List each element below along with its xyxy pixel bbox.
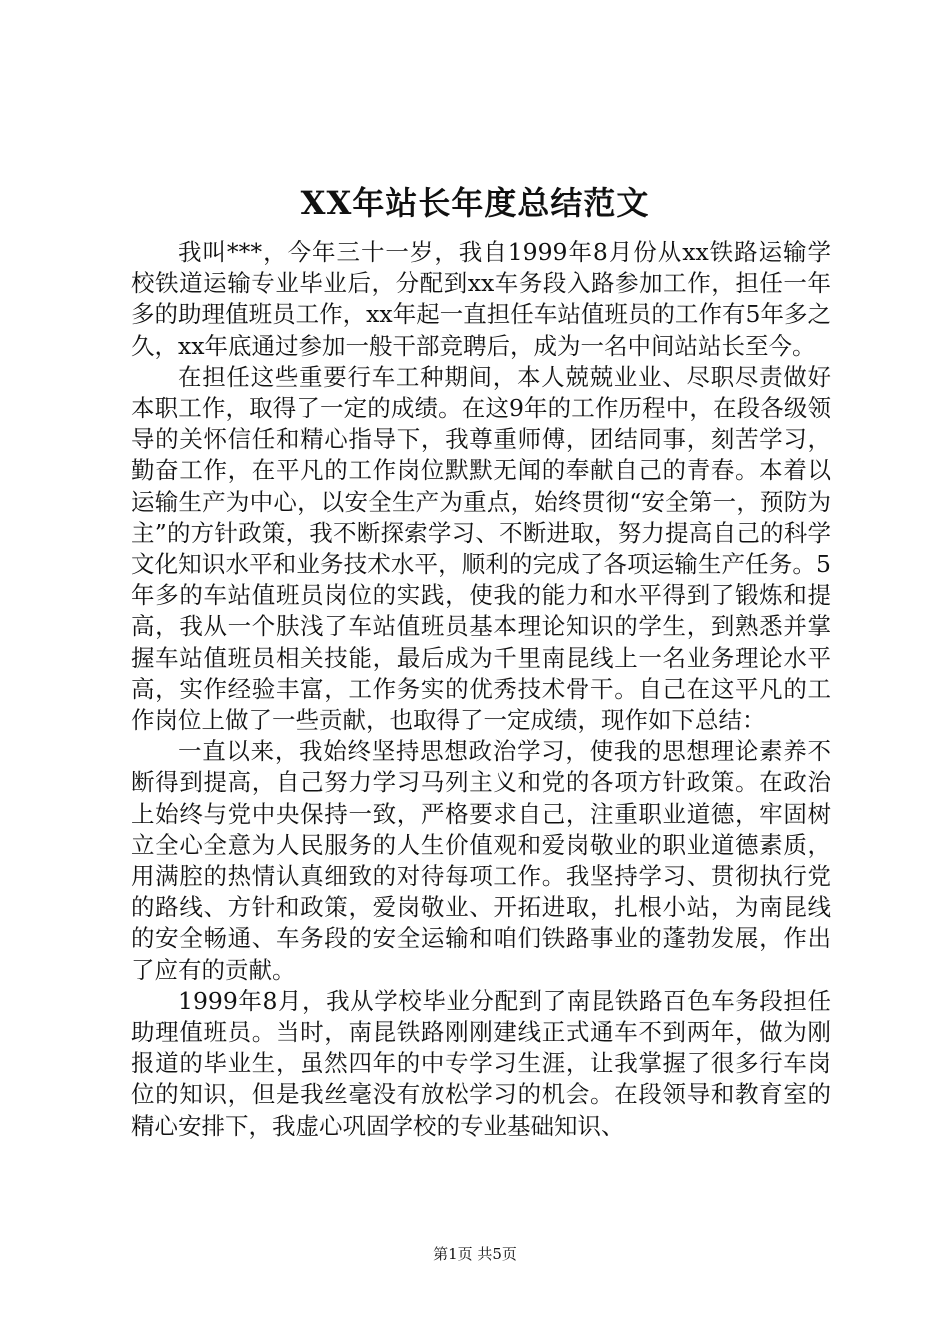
document-title: XX年站长年度总结范文 bbox=[300, 184, 650, 222]
page-footer: 第1页 共5页 bbox=[433, 1245, 517, 1263]
paragraph-4: 1999年8月，我从学校毕业分配到了南昆铁路百色车务段担任助理值班员。当时，南昆铁路刚刚建线正式通车不到两年，做为刚报道的毕业生，虽然四年的中专学习生涯，让我掌握了很多行车岗位的知识，但是我丝毫没有放松学习的机会。在段领导和教育室的精心安排下，我虚心巩固学校的专业基础知识、 bbox=[131, 986, 831, 1140]
paragraph-1: 我叫***，今年三十一岁，我自1999年8月份从xx铁路运输学校铁道运输专业毕业后，分配到xx车务段入路参加工作，担任一年多的助理值班员工作，xx年起一直担任车站值班员的工作有5年多之久，xx年底通过参加一般干部竞聘后，成为一名中间站站长至今。 bbox=[131, 238, 831, 360]
paragraph-2: 在担任这些重要行车工种期间，本人兢兢业业、尽职尽责做好本职工作，取得了一定的成绩。在这9年的工作历程中，在段各级领导的关怀信任和精心指导下，我尊重师傅，团结同事，刻苦学习，勤奋工作，在平凡的工作岗位默默无闻的奉献自己的青春。本着以运输生产为中心，以安全生产为重点，始终贯彻“安全第一，预防为主”的方针政策，我不断探索学习、不断进取，努力提高自己的科学文化知识水平和业务技术水平，顺利的完成了各项运输生产任务。5年多的车站值班员岗位的实践，使我的能力和水平得到了锻炼和提高，我从一个肤浅了车站值班员基本理论知识的学生，到熟悉并掌握车站值班员相关技能，最后成为千里南昆线上一名业务理论水平高，实作经验丰富，工作务实的优秀技术骨干。自己在这平凡的工作岗位上做了一些贡献，也取得了一定成绩，现作如下总结： bbox=[131, 362, 831, 735]
document-body bbox=[131, 237, 831, 1142]
paragraph-3: 一直以来，我始终坚持思想政治学习，使我的思想理论素养不断得到提高，自己努力学习马列主义和党的各项方针政策。在政治上始终与党中央保持一致，严格要求自己，注重职业道德，牢固树立全心全意为人民服务的人生价值观和爱岗敬业的职业道德素质，用满腔的热情认真细致的对待每项工作。我坚持学习、贯彻执行党的路线、方针和政策，爱岗敬业、开拓进取，扎根小站，为南昆线的安全畅通、车务段的安全运输和咱们铁路事业的蓬勃发展，作出了应有的贡献。 bbox=[131, 737, 831, 984]
